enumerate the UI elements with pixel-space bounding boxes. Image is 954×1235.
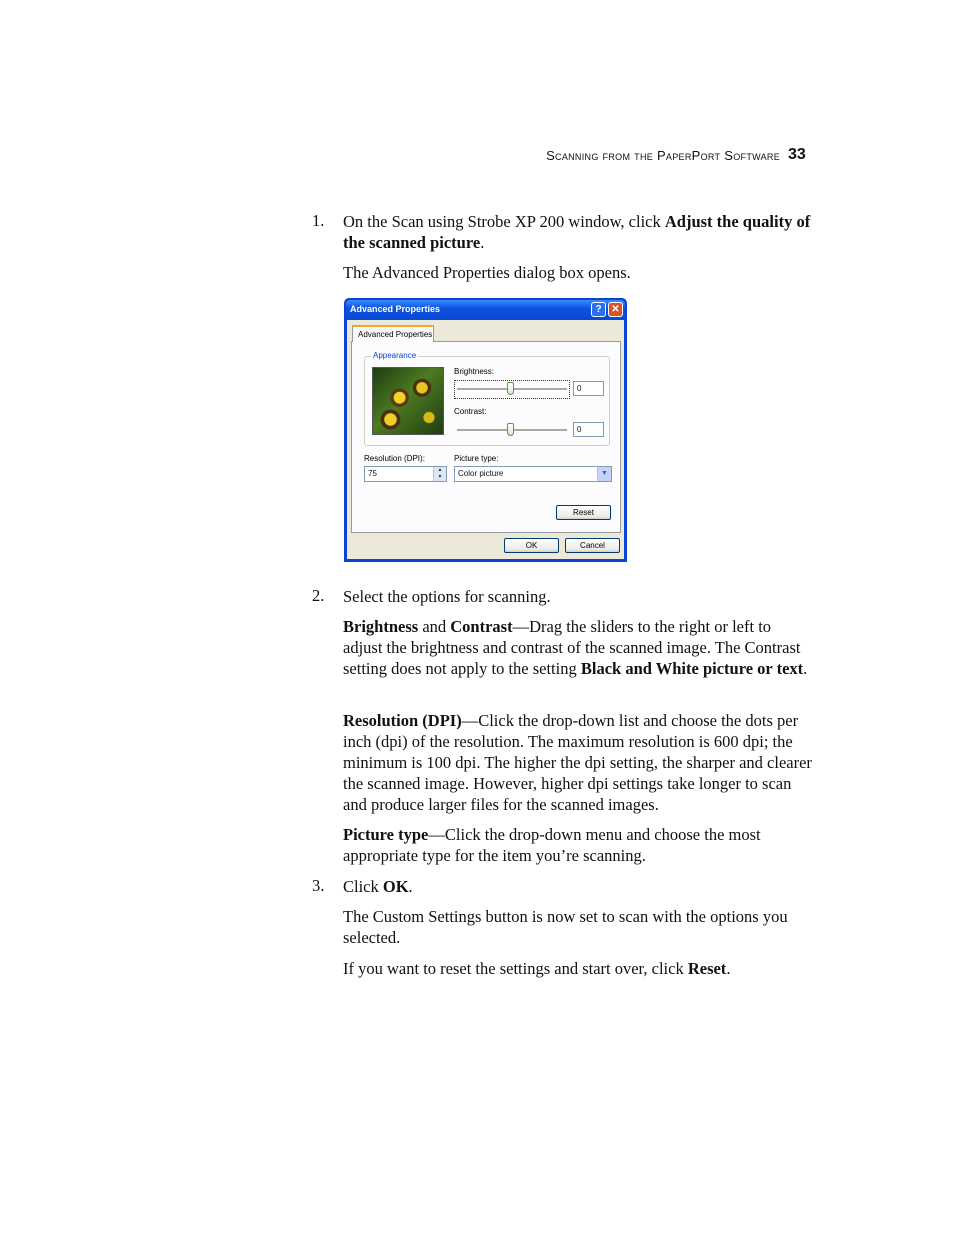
step-3-reset-note: If you want to reset the settings and start over, click Reset. [343, 959, 731, 978]
contrast-thumb[interactable] [507, 423, 514, 436]
running-header: Scanning from the PaperPort Software [546, 148, 780, 163]
brightness-label: Brightness: [454, 367, 495, 376]
step-1-text: On the Scan using Strobe XP 200 window, click Adjust the quality of the scanned picture. [343, 212, 811, 252]
help-icon[interactable]: ? [591, 302, 606, 317]
resolution-field[interactable] [364, 466, 447, 482]
spin-up-icon[interactable]: ▲ [437, 467, 443, 473]
picture-type-select[interactable] [454, 466, 612, 482]
contrast-label: Contrast: [454, 407, 487, 416]
contrast-slider[interactable] [457, 423, 567, 437]
reset-button[interactable]: Reset [556, 505, 611, 520]
appearance-group-label: Appearance [373, 351, 417, 360]
advanced-properties-dialog [344, 298, 627, 562]
step-2-text: Select the options for scanning. [343, 587, 551, 606]
preview-image [372, 367, 444, 435]
brightness-value-field[interactable]: 0 [573, 381, 604, 396]
step-number: 1. [312, 211, 325, 230]
brightness-contrast-desc: Brightness and Contrast—Drag the sliders to the right or left to adjust the brightness and contrast of the scanned image. The Contrast setting does not apply to the setting Black and White picture or text. [343, 617, 808, 678]
resolution-spinner[interactable] [433, 467, 446, 481]
picture-type-label: Picture type: [454, 454, 499, 463]
chevron-down-icon[interactable]: ▼ [597, 467, 611, 481]
appearance-group [364, 351, 610, 446]
close-icon[interactable]: ✕ [608, 302, 623, 317]
brightness-thumb[interactable] [507, 382, 514, 395]
step-3-note: The Custom Settings button is now set to scan with the options you selected. [343, 907, 788, 947]
cancel-button[interactable]: Cancel [565, 538, 620, 553]
spin-down-icon[interactable]: ▼ [437, 474, 443, 480]
page-number: 33 [788, 146, 806, 163]
dialog-titlebar [346, 300, 625, 320]
resolution-value: 75 [368, 469, 377, 478]
step-1-note: The Advanced Properties dialog box opens. [343, 263, 631, 282]
tab-panel [351, 341, 621, 533]
ok-button[interactable]: OK [504, 538, 559, 553]
step-3-text: Click OK. [343, 877, 413, 896]
dialog-body [347, 320, 624, 559]
resolution-desc: Resolution (DPI)—Click the drop-down list and choose the dots per inch (dpi) of the resolution. The maximum resolution is 600 dpi; the minimum is 100 dpi. The higher the dpi setting, the sharper and clearer the scanned image. However, higher dpi settings take longer to scan and produce larger files for the scanned images. [343, 711, 812, 814]
picture-type-value: Color picture [458, 469, 504, 478]
resolution-label: Resolution (DPI): [364, 454, 425, 463]
brightness-slider[interactable] [457, 382, 567, 396]
tab-advanced-properties[interactable]: Advanced Properties [352, 325, 434, 342]
contrast-value-field[interactable]: 0 [573, 422, 604, 437]
dialog-title: Advanced Properties [350, 304, 441, 314]
picture-type-desc: Picture type—Click the drop-down menu and choose the most appropriate type for the item you’re scanning. [343, 825, 761, 865]
step-number: 2. [312, 586, 325, 605]
step-number: 3. [312, 876, 325, 895]
